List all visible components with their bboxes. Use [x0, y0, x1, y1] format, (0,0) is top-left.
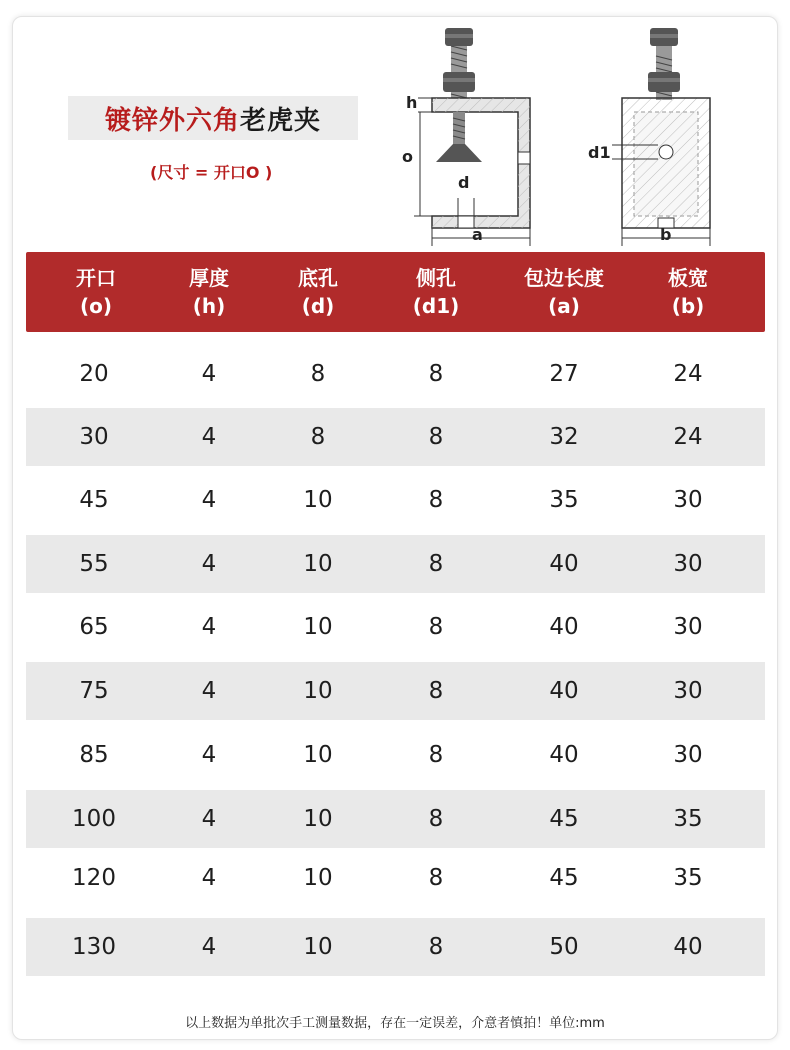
table-cell: 8	[428, 678, 444, 704]
table-cell: 8	[310, 361, 326, 387]
table-cell: 10	[303, 742, 333, 768]
table-cell: 4	[201, 865, 217, 891]
table-cell: 35	[673, 865, 703, 891]
table-cell: 10	[303, 678, 333, 704]
table-cell: 4	[201, 487, 217, 513]
table-cell: 8	[428, 551, 444, 577]
table-row	[26, 726, 765, 784]
table-cell: 8	[428, 865, 444, 891]
table-cell: 10	[303, 551, 333, 577]
table-row	[26, 662, 765, 720]
table-cell: 100	[72, 806, 116, 832]
front-view	[588, 28, 710, 246]
header-side-hole: 侧孔 (d1)	[412, 266, 460, 318]
label-a: a	[472, 225, 483, 244]
table-cell: 85	[79, 742, 109, 768]
table-cell: 50	[549, 934, 579, 960]
label-o: o	[402, 147, 413, 166]
table-cell: 8	[428, 487, 444, 513]
table-cell: 45	[79, 487, 109, 513]
table-cell: 8	[428, 361, 444, 387]
label-h: h	[406, 93, 418, 112]
table-cell: 30	[673, 614, 703, 640]
table-cell: 8	[428, 614, 444, 640]
size-note: (尺寸 = 开口O )	[150, 163, 273, 182]
table-row	[26, 345, 765, 403]
table-cell: 4	[201, 806, 217, 832]
table-cell: 24	[673, 424, 703, 450]
table-cell: 130	[72, 934, 116, 960]
table-cell: 30	[673, 742, 703, 768]
header-bottom-hole: 底孔 (d)	[298, 266, 338, 318]
side-view	[402, 28, 530, 246]
table-cell: 4	[201, 678, 217, 704]
clamp-dimension-diagram	[390, 20, 730, 250]
table-cell: 8	[428, 934, 444, 960]
table-cell: 35	[673, 806, 703, 832]
table-cell: 4	[201, 742, 217, 768]
header-plate-width: 板宽 (b)	[668, 266, 708, 318]
table-cell: 10	[303, 614, 333, 640]
table-cell: 65	[79, 614, 109, 640]
table-row	[26, 918, 765, 976]
header-edge-length: 包边长度 (a)	[524, 266, 604, 318]
table-row	[26, 535, 765, 593]
table-cell: 30	[79, 424, 109, 450]
table-cell: 10	[303, 487, 333, 513]
table-cell: 4	[201, 614, 217, 640]
table-cell: 30	[673, 678, 703, 704]
table-cell: 4	[201, 361, 217, 387]
product-title-highlight: 镀锌外六角	[104, 105, 240, 136]
table-cell: 4	[201, 934, 217, 960]
table-cell: 27	[549, 361, 579, 387]
table-row	[26, 598, 765, 656]
table-row	[26, 790, 765, 848]
header-opening: 开口 (o)	[76, 266, 116, 318]
table-cell: 75	[79, 678, 109, 704]
table-cell: 45	[549, 865, 579, 891]
table-cell: 120	[72, 865, 116, 891]
footer-disclaimer: 以上数据为单批次手工测量数据，存在一定误差，介意者慎拍！单位:mm	[185, 1016, 605, 1031]
table-cell: 20	[79, 361, 109, 387]
table-cell: 30	[673, 551, 703, 577]
table-row	[26, 471, 765, 529]
table-cell: 10	[303, 806, 333, 832]
table-cell: 8	[428, 742, 444, 768]
table-cell: 4	[201, 424, 217, 450]
table-row	[26, 408, 765, 466]
table-cell: 40	[673, 934, 703, 960]
table-cell: 4	[201, 551, 217, 577]
product-title	[68, 96, 358, 140]
table-row	[26, 849, 765, 907]
label-d: d	[458, 173, 470, 192]
table-header	[26, 252, 765, 332]
table-cell: 8	[428, 806, 444, 832]
table-cell: 30	[673, 487, 703, 513]
table-cell: 10	[303, 934, 333, 960]
table-cell: 45	[549, 806, 579, 832]
table-cell: 40	[549, 551, 579, 577]
header-thickness: 厚度 (h)	[189, 266, 229, 318]
table-cell: 10	[303, 865, 333, 891]
table-cell: 40	[549, 678, 579, 704]
table-cell: 8	[310, 424, 326, 450]
table-cell: 40	[549, 614, 579, 640]
label-b: b	[660, 225, 672, 244]
label-d1: d1	[588, 143, 611, 162]
table-cell: 40	[549, 742, 579, 768]
table-cell: 32	[549, 424, 579, 450]
table-cell: 35	[549, 487, 579, 513]
table-cell: 55	[79, 551, 109, 577]
product-title-rest: 老虎夹	[240, 105, 322, 136]
table-cell: 8	[428, 424, 444, 450]
table-cell: 24	[673, 361, 703, 387]
